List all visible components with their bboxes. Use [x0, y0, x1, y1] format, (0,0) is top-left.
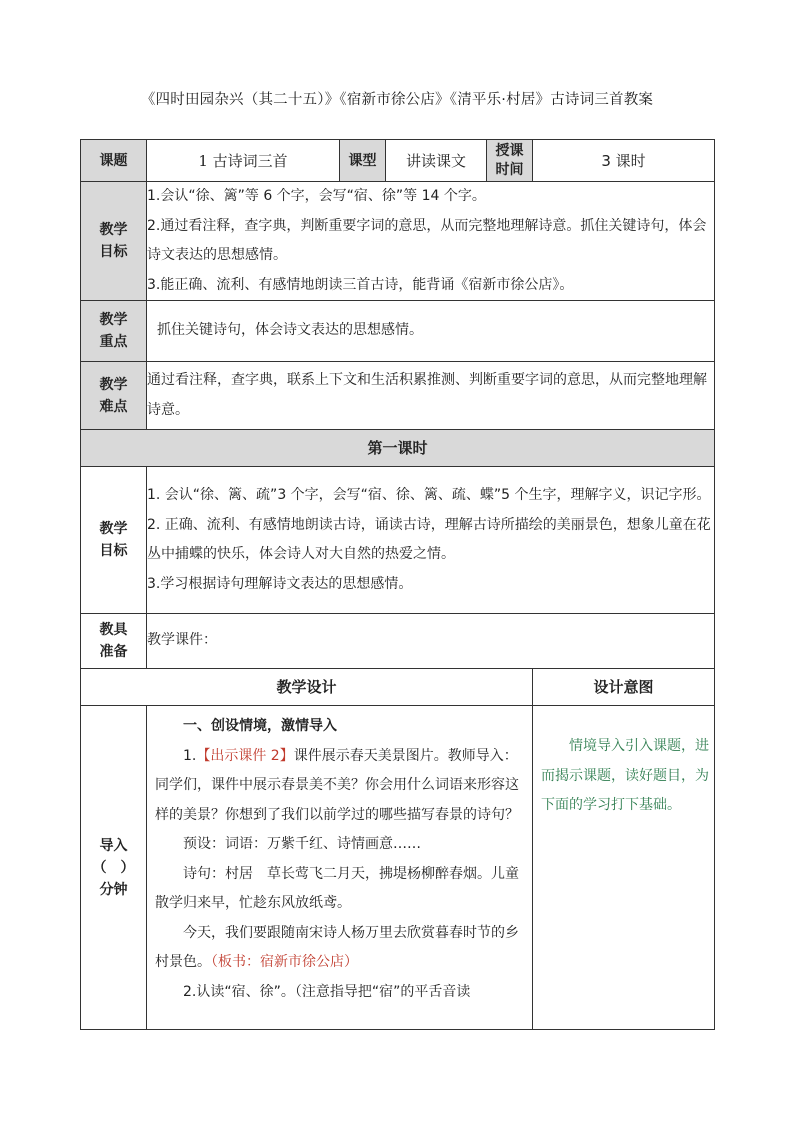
key-points-label-line-1: 教学	[99, 312, 128, 328]
time-label-line-2: 时间	[495, 161, 524, 178]
design-header-row	[81, 669, 715, 706]
lesson-one-title: 第一课时	[81, 430, 715, 467]
difficulties-label-line-1: 教学	[99, 376, 128, 393]
objectives-row	[81, 182, 715, 301]
intro-heading: 一、创设情境，激情导入	[183, 718, 337, 734]
tools-label	[81, 614, 147, 669]
difficulties-text: 通过看注释，查字典，联系上下文和生活积累推测、判断重要字词的意思，从而完整地理解诗意。	[147, 372, 707, 418]
lesson-one-band	[81, 430, 715, 467]
topic-label: 课题	[81, 140, 147, 182]
document-title: 《四时田园杂兴（其二十五）》《宿新市徐公店》《清平乐·村居》古诗词三首教案	[140, 92, 654, 108]
difficulties-label-line-2: 难点	[99, 398, 128, 415]
intro-paragraph-2: 预设：词语：万紫千红、诗情画意……	[183, 836, 421, 852]
tools-label-line-1: 教具	[99, 622, 128, 638]
time-value: 3 课时	[533, 140, 715, 182]
intro-paragraph-5: 2.认读“宿、徐”。（注意指导把“宿”的平舌音读	[183, 983, 471, 1000]
key-points-content	[147, 301, 715, 362]
type-value: 讲读课文	[386, 140, 487, 182]
intro-paragraph-4	[155, 919, 528, 978]
lesson-one-objective-item: 2. 正确、流利、有感情地朗读古诗，诵读古诗，理解古诗所描绘的美丽景色，想象儿童在花丛中捕蝶的快乐，体会诗人对大自然的热爱之情。	[147, 516, 711, 562]
tools-content	[147, 614, 715, 669]
intro-row	[81, 706, 715, 1030]
objectives-label-line-1: 教学	[99, 222, 128, 238]
intro-label	[81, 706, 147, 1030]
intro-label-line-2: （ ）	[92, 859, 135, 876]
objective-item: 2.通过看注释，查字典，判断重要字词的意思，从而完整地理解诗意。抓住关键诗句，体会诗文表达的思想感情。	[147, 217, 707, 263]
intro-p4-text: 今天，我们要跟随南宋诗人杨万里去欣赏暮春时节的乡村景色。	[155, 924, 519, 970]
intro-intent-text: 情境导入引入课题，进而揭示课题，读好题目，为下面的学习打下基础。	[541, 738, 709, 813]
intro-paragraph-3: 诗句：村居 草长莺飞二月天，拂堤杨柳醉春烟。儿童散学归来早，忙趁东风放纸鸢。	[155, 865, 519, 911]
lesson-one-objective-item: 1. 会认“徐、篱、疏”3 个字，会写“宿、徐、篱、疏、蝶”5 个生字，理解字义，识记字形。	[147, 487, 711, 503]
tools-label-line-2: 准备	[99, 644, 128, 660]
difficulties-label	[81, 362, 147, 430]
header-row	[81, 140, 715, 182]
intro-intent-content	[533, 706, 715, 1030]
lesson-one-objectives-content	[147, 467, 715, 614]
lesson-one-objective-item: 3.学习根据诗句理解诗文表达的思想感情。	[147, 575, 413, 592]
time-label	[487, 140, 533, 182]
objective-item: 1.会认“徐、篱”等 6 个字，会写“宿、徐”等 14 个字。	[147, 188, 486, 204]
key-points-label-line-2: 重点	[99, 334, 128, 350]
tools-text: 教学课件：	[147, 632, 217, 649]
intent-header: 设计意图	[533, 669, 715, 706]
key-points-label	[81, 301, 147, 362]
objectives-label-line-2: 目标	[99, 244, 128, 260]
tools-row	[81, 614, 715, 669]
time-label-line-1: 授课	[495, 142, 524, 159]
intro-design-content	[147, 706, 533, 1030]
intro-p1-text: 课件展示春天美景图片。教师导入：同学们，课件中展示春景美不美？你会用什么词语来形容这样的美景？你想到了我们以前学过的哪些描写春景的诗句？	[155, 747, 519, 823]
objectives-content	[147, 182, 715, 301]
intro-label-line-3: 分钟	[99, 881, 128, 898]
design-header: 教学设计	[81, 669, 533, 706]
lesson-one-objectives-label-line-1: 教学	[99, 521, 128, 537]
difficulties-content	[147, 362, 715, 430]
key-points-text: 抓住关键诗句，体会诗文表达的思想感情。	[157, 322, 423, 339]
lesson-one-objectives-label-line-2: 目标	[99, 543, 128, 559]
courseware-tag: 【出示课件 2】	[196, 747, 294, 764]
lesson-plan-table	[80, 139, 715, 1030]
intro-label-line-1: 导入	[99, 837, 128, 854]
board-note: （板书：宿新市徐公店）	[211, 954, 358, 970]
intro-p1-number: 1.	[183, 747, 197, 764]
intro-paragraph-1	[155, 742, 528, 831]
topic-value: 1 古诗词三首	[147, 140, 340, 182]
lesson-one-objectives-label	[81, 467, 147, 614]
difficulties-row	[81, 362, 715, 430]
key-points-row	[81, 301, 715, 362]
lesson-one-objectives-row	[81, 467, 715, 614]
type-label: 课型	[340, 140, 386, 182]
objectives-label	[81, 182, 147, 301]
objective-item: 3.能正确、流利、有感情地朗读三首古诗，能背诵《宿新市徐公店》。	[147, 276, 574, 293]
